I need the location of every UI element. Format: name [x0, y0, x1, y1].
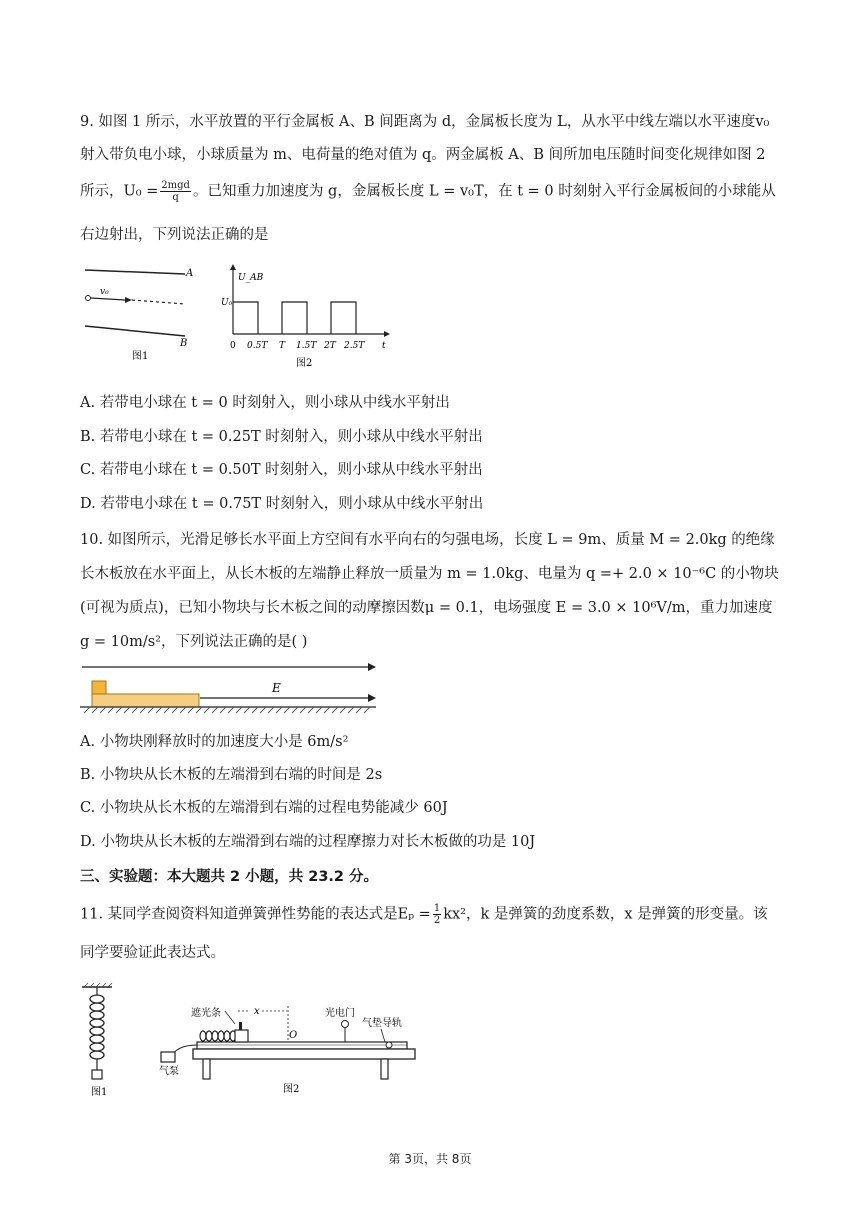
q9-option-d: D. 若带电小球在 t = 0.75T 时刻射入，则小球从中线水平射出: [80, 496, 484, 512]
pulse-3: [331, 302, 356, 334]
q11-frac-num: 1: [433, 903, 441, 914]
q11-figure1: [78, 982, 123, 1100]
page-footer: 第 3页，共 8页: [388, 1152, 472, 1166]
tick-2t: 2T: [324, 341, 336, 351]
fig2-caption: 图2: [296, 358, 313, 369]
q11-line2: 同学要验证此表达式。: [80, 945, 225, 961]
photogate-head: [342, 1021, 349, 1028]
label-o: O: [289, 1030, 298, 1041]
label-b: B: [180, 338, 188, 349]
q10-line1: 10. 如图所示，光滑足够长水平面上方空间有水平向右的匀强电场，长度 L = 9m、质量 M = 2.0kg 的绝缘: [80, 532, 775, 548]
rail-pointer: [381, 1029, 385, 1042]
q9-line2: 射入带负电小球，小球质量为 m、电荷量的绝对值为 q。两金属板 A、B 间所加电压随时间变化规律如图 2: [80, 147, 766, 163]
q9-line3-post: 。已知重力加速度为 g，金属板长度 L = v₀T，在 t = 0 时刻射入平行金属板间的小球能从: [192, 183, 776, 200]
small-block: [92, 681, 106, 694]
fig1-caption: 图1: [132, 351, 149, 362]
x-axis-arrow: [384, 331, 390, 337]
plate-a: [85, 270, 185, 274]
q9-line3-pre: 所示，U₀ =: [80, 183, 159, 200]
q11-line1-post: kx²，k 是弹簧的劲度系数，x 是弹簧的形变量。该: [443, 906, 768, 923]
tick-labels: [230, 341, 386, 351]
air-track: [197, 1042, 407, 1049]
u0-label: U₀: [221, 298, 233, 308]
weight: [92, 1070, 102, 1079]
tick-15t: 1.5T: [296, 341, 317, 351]
q10-line3: (可视为质点)，已知小物块与长木板之间的动摩擦因数μ = 0.1，电场强度 E = 3.0 × 10⁶V/m，重力加速度: [80, 600, 773, 616]
label-a: A: [186, 268, 194, 279]
q9-line1: 9. 如图 1 所示，水平放置的平行金属板 A、B 间距离为 d，金属板长度为 L，从水平中线左端以水平速度v₀: [80, 114, 770, 130]
q10-line2: 长木板放在水平面上，从长木板的左端静止释放一质量为 m = 1.0kg、电量为 q =+ 2.0 × 10⁻⁶C 的小物块: [80, 566, 779, 582]
velocity-arrowhead: [125, 297, 132, 303]
q10-option-b: B. 小物块从长木板的左端滑到右端的时间是 2s: [80, 767, 383, 783]
q9-option-a: A. 若带电小球在 t = 0 时刻射入，则小球从中线水平射出: [80, 395, 450, 411]
axis-y-label: U_AB: [238, 273, 264, 283]
air-pump: [161, 1052, 175, 1062]
q11-fig1-caption: 图1: [91, 1087, 108, 1098]
shade-pointer: [225, 1011, 235, 1024]
shade-strip: [239, 1022, 242, 1030]
q11-line1: [80, 903, 768, 926]
q9-figure1: [80, 262, 205, 367]
q11-fraction: [433, 903, 441, 926]
pulse-1: [233, 302, 258, 334]
tick-0: 0: [230, 341, 236, 351]
table-leg-left: [203, 1059, 210, 1079]
q10-option-c: C. 小物块从长木板的左端滑到右端的过程电势能减少 60J: [80, 800, 448, 816]
label-rail: 气垫导轨: [362, 1018, 402, 1029]
q9-line4: 右边射出，下列说法正确的是: [80, 227, 269, 243]
table-top: [193, 1049, 415, 1059]
q9-option-c: C. 若带电小球在 t = 0.50T 时刻射入，则小球从中线水平射出: [80, 462, 483, 478]
q9-fraction: [160, 180, 191, 203]
tick-t-axis: t: [382, 341, 386, 351]
q10-figure: [80, 660, 380, 720]
ball: [86, 296, 91, 301]
q9-figure2: [218, 262, 393, 372]
track-end-roller: [386, 1042, 392, 1048]
long-board: [92, 694, 199, 707]
q11-line1-pre: 11. 某同学查阅资料知道弹簧弹性势能的表达式是Eₚ =: [80, 906, 431, 923]
q10-line4: g = 10m/s²，下列说法正确的是( ): [80, 634, 308, 650]
plate-b: [85, 326, 185, 336]
label-e: E: [272, 681, 281, 695]
q10-option-d: D. 小物块从长木板的左端滑到右端的过程摩擦力对长木板做的功是 10J: [80, 834, 536, 850]
waveform: [233, 302, 356, 334]
label-gate: 光电门: [325, 1008, 355, 1019]
q9-line3: [80, 180, 776, 203]
label-v0: v₀: [100, 287, 109, 297]
table-leg-right: [381, 1059, 388, 1079]
label-pump: 气泵: [159, 1066, 179, 1077]
q11-figure2: [155, 1000, 430, 1100]
q10-option-a: A. 小物块刚释放时的加速度大小是 6m/s²: [80, 734, 349, 750]
track-spring: [200, 1031, 236, 1041]
tick-t: T: [279, 341, 286, 351]
tick-25t: 2.5T: [344, 341, 365, 351]
field-arrow-top: [368, 663, 376, 671]
ground-hatching: [84, 707, 370, 713]
y-axis-arrow: [230, 264, 236, 270]
label-shade: 遮光条: [191, 1008, 221, 1019]
q11-frac-den: 2: [433, 915, 441, 926]
q9-frac-num: 2mgd: [161, 180, 190, 191]
velocity-arrow: [91, 298, 125, 300]
tick-05t: 0.5T: [247, 341, 268, 351]
q9-frac-den: q: [172, 192, 179, 203]
pulse-2: [282, 302, 307, 334]
spring-coils: [90, 995, 104, 1059]
section-heading: 三、实验题：本大题共 2 小题，共 23.2 分。: [80, 869, 379, 885]
q9-option-b: B. 若带电小球在 t = 0.25T 时刻射入，则小球从中线水平射出: [80, 429, 483, 445]
label-x: x: [254, 1006, 260, 1017]
centerline: [132, 300, 185, 304]
field-arrow-bottom: [368, 694, 376, 702]
glider: [235, 1030, 248, 1042]
q11-fig2-caption: 图2: [283, 1084, 300, 1095]
